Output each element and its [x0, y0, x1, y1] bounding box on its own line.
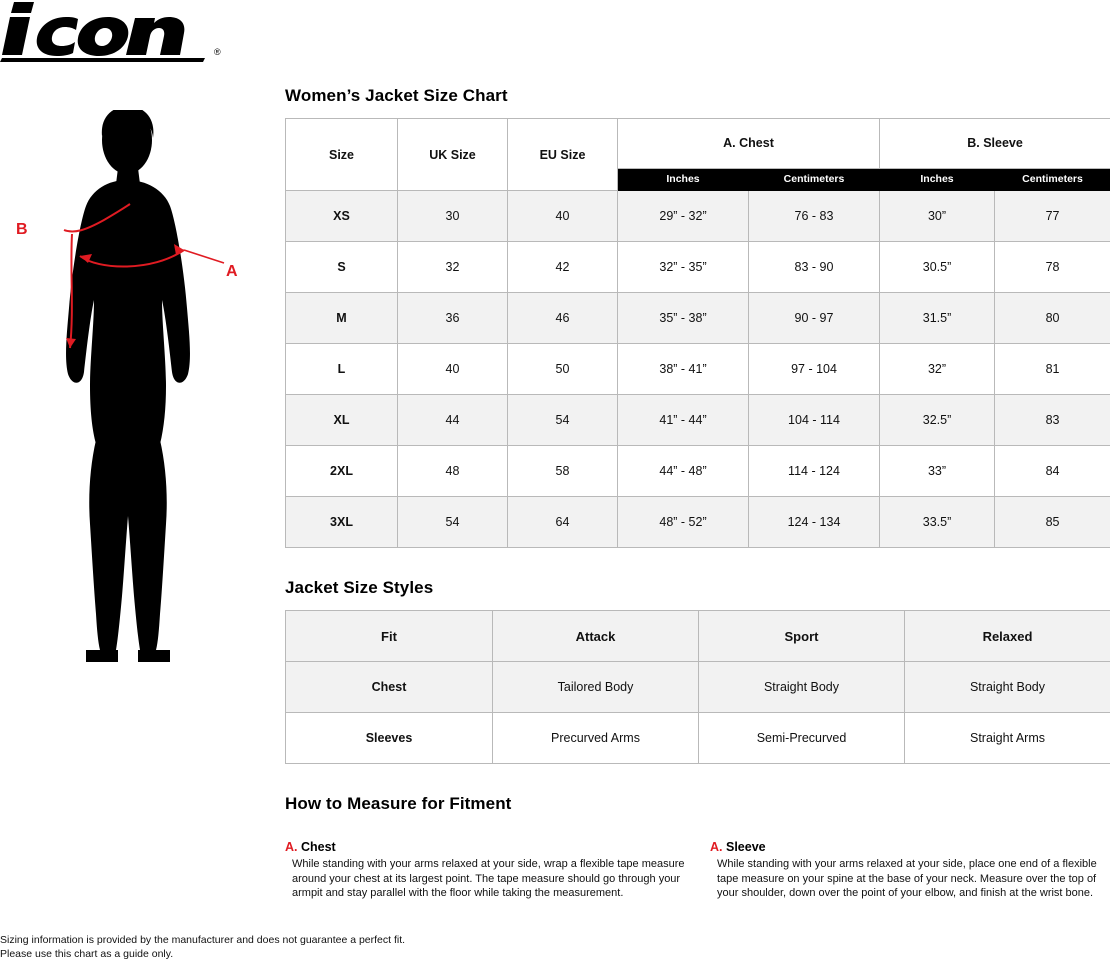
- table-row: [286, 242, 1110, 293]
- table-header-row: [286, 119, 1110, 169]
- cell-eu: 58: [508, 446, 618, 497]
- cell-sleeve-cm: 78: [995, 242, 1110, 293]
- styles-cell-sport: Straight Body: [699, 662, 905, 713]
- cell-chest-cm: 97 - 104: [749, 344, 880, 395]
- cell-size: XS: [286, 191, 398, 242]
- registered-mark: ®: [214, 47, 221, 57]
- cell-sleeve-cm: 81: [995, 344, 1110, 395]
- table-row: [286, 293, 1110, 344]
- styles-col-sport: Sport: [699, 611, 905, 662]
- cell-chest-in: 29” - 32”: [618, 191, 749, 242]
- measure-instructions: [285, 840, 1110, 901]
- table-row: [286, 395, 1110, 446]
- cell-uk: 30: [398, 191, 508, 242]
- measure-chest-block: [285, 840, 710, 901]
- subheader-sleeve-inches: Inches: [880, 168, 995, 190]
- styles-header-row: [286, 611, 1110, 662]
- cell-uk: 32: [398, 242, 508, 293]
- cell-chest-cm: 114 - 124: [749, 446, 880, 497]
- measure-sleeve-letter: A.: [710, 840, 723, 854]
- cell-eu: 42: [508, 242, 618, 293]
- cell-size: M: [286, 293, 398, 344]
- cell-sleeve-cm: 85: [995, 497, 1110, 548]
- styles-row-label: Sleeves: [286, 713, 493, 764]
- styles-col-fit: Fit: [286, 611, 493, 662]
- subheader-chest-inches: Inches: [618, 168, 749, 190]
- body-silhouette-icon: [12, 110, 262, 670]
- cell-sleeve-cm: 80: [995, 293, 1110, 344]
- diagram-label-b: B: [16, 221, 28, 238]
- measure-title: How to Measure for Fitment: [285, 794, 512, 813]
- measure-chest-heading: [285, 840, 690, 854]
- cell-size: S: [286, 242, 398, 293]
- footer-disclaimer: [0, 933, 405, 961]
- footer-line-2: Please use this chart as a guide only.: [0, 947, 174, 960]
- styles-cell-relaxed: Straight Arms: [905, 713, 1110, 764]
- cell-chest-cm: 90 - 97: [749, 293, 880, 344]
- table-row: [286, 713, 1110, 764]
- cell-uk: 54: [398, 497, 508, 548]
- jacket-size-styles-table: [285, 610, 1110, 764]
- cell-chest-in: 41” - 44”: [618, 395, 749, 446]
- cell-uk: 48: [398, 446, 508, 497]
- col-header-size: Size: [286, 119, 398, 191]
- col-header-eu-size: EU Size: [508, 119, 618, 191]
- logo-icon: [0, 0, 228, 62]
- measure-chest-title: Chest: [300, 840, 336, 854]
- table-row: [286, 191, 1110, 242]
- content-column: [285, 86, 1110, 901]
- col-header-uk-size: UK Size: [398, 119, 508, 191]
- cell-sleeve-in: 30.5”: [880, 242, 995, 293]
- cell-chest-in: 48” - 52”: [618, 497, 749, 548]
- cell-chest-in: 44” - 48”: [618, 446, 749, 497]
- measure-chest-letter: A.: [285, 840, 298, 854]
- cell-sleeve-cm: 84: [995, 446, 1110, 497]
- cell-size: XL: [286, 395, 398, 446]
- cell-chest-cm: 124 - 134: [749, 497, 880, 548]
- cell-sleeve-in: 32.5”: [880, 395, 995, 446]
- measure-chest-text: While standing with your arms relaxed at your side, wrap a flexible tape measure around your chest at its largest point. The tape measure should go through your armpit and stay parallel with the floor while taking the measurement.: [292, 858, 685, 900]
- cell-uk: 40: [398, 344, 508, 395]
- subheader-sleeve-cm: Centimeters: [995, 168, 1110, 190]
- styles-col-attack: Attack: [493, 611, 699, 662]
- diagram-label-a: A: [226, 263, 238, 280]
- group-header-chest: A. Chest: [618, 119, 880, 169]
- measure-sleeve-text: While standing with your arms relaxed at your side, place one end of a flexible tape measure on your spine at the base of your neck. Measure over the top of your shoulder, down over the point of your elbow, and finish at the wrist bone.: [717, 858, 1097, 900]
- styles-cell-relaxed: Straight Body: [905, 662, 1110, 713]
- cell-chest-cm: 104 - 114: [749, 395, 880, 446]
- cell-sleeve-in: 33.5”: [880, 497, 995, 548]
- icon-brand-logo: [0, 0, 228, 62]
- cell-sleeve-in: 30”: [880, 191, 995, 242]
- cell-chest-in: 38” - 41”: [618, 344, 749, 395]
- cell-eu: 40: [508, 191, 618, 242]
- cell-uk: 44: [398, 395, 508, 446]
- cell-chest-cm: 76 - 83: [749, 191, 880, 242]
- cell-sleeve-cm: 83: [995, 395, 1110, 446]
- cell-size: 3XL: [286, 497, 398, 548]
- styles-col-relaxed: Relaxed: [905, 611, 1110, 662]
- cell-chest-in: 35” - 38”: [618, 293, 749, 344]
- woman-body-diagram: [12, 110, 262, 670]
- cell-uk: 36: [398, 293, 508, 344]
- styles-cell-attack: Tailored Body: [493, 662, 699, 713]
- styles-cell-attack: Precurved Arms: [493, 713, 699, 764]
- subheader-chest-cm: Centimeters: [749, 168, 880, 190]
- footer-line-1: Sizing information is provided by the manufacturer and does not guarantee a perfect fit.: [0, 933, 406, 946]
- cell-eu: 46: [508, 293, 618, 344]
- cell-sleeve-cm: 77: [995, 191, 1110, 242]
- styles-title: Jacket Size Styles: [285, 578, 434, 597]
- size-chart-title: Women’s Jacket Size Chart: [285, 86, 508, 105]
- measure-sleeve-heading: [710, 840, 1110, 854]
- table-row: [286, 344, 1110, 395]
- cell-chest-in: 32” - 35”: [618, 242, 749, 293]
- cell-eu: 64: [508, 497, 618, 548]
- cell-eu: 54: [508, 395, 618, 446]
- styles-row-label: Chest: [286, 662, 493, 713]
- cell-sleeve-in: 33”: [880, 446, 995, 497]
- cell-size: L: [286, 344, 398, 395]
- group-header-sleeve: B. Sleeve: [880, 119, 1110, 169]
- cell-size: 2XL: [286, 446, 398, 497]
- table-row: [286, 662, 1110, 713]
- measure-sleeve-block: [710, 840, 1110, 901]
- cell-chest-cm: 83 - 90: [749, 242, 880, 293]
- cell-sleeve-in: 32”: [880, 344, 995, 395]
- womens-jacket-size-table: [285, 118, 1110, 548]
- styles-cell-sport: Semi-Precurved: [699, 713, 905, 764]
- cell-sleeve-in: 31.5”: [880, 293, 995, 344]
- table-row: [286, 446, 1110, 497]
- measure-sleeve-title: Sleeve: [725, 840, 766, 854]
- cell-eu: 50: [508, 344, 618, 395]
- table-row: [286, 497, 1110, 548]
